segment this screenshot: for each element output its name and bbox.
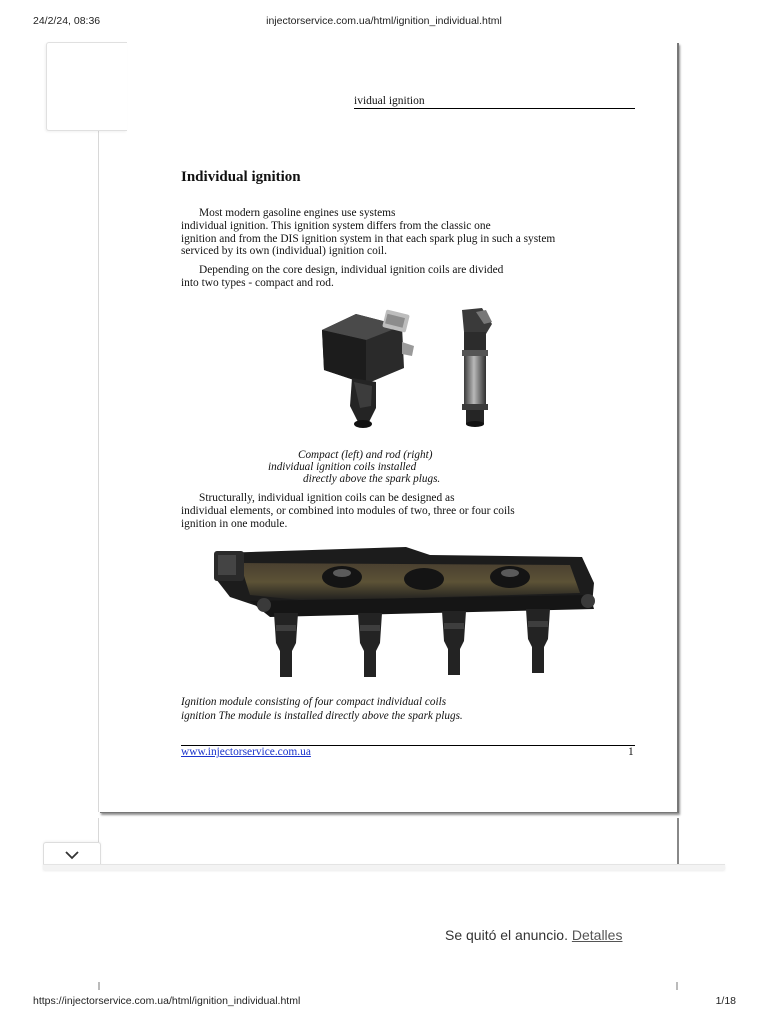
coil-boot (442, 611, 466, 675)
footer-site-link[interactable]: www.injectorservice.com.ua (181, 746, 311, 758)
paragraph-line: ignition in one module. (181, 517, 288, 530)
ad-removed-notice (445, 927, 622, 943)
paragraph-line: ignition and from the DIS ignition system in that each spark plug in such a system (181, 232, 556, 245)
coil-boot (358, 613, 382, 677)
document-page-next (98, 818, 677, 864)
running-head: ividual ignition (354, 94, 635, 109)
ignition-coils-photo (316, 306, 498, 430)
document-page-number: 1 (628, 746, 634, 758)
caption-line: Ignition module consisting of four compact individual coils (181, 696, 447, 708)
figure2-caption (181, 696, 463, 722)
paragraph-line: individual ignition. This ignition system differs from the classic one (181, 219, 491, 232)
ad-details-link[interactable]: Detalles (571, 927, 623, 943)
caption-line: ignition The module is installed directly above the spark plugs. (181, 709, 463, 722)
ad-removed-text: Se quitó el anuncio. (445, 927, 568, 943)
scroll-tick (98, 982, 100, 990)
chevron-down-icon (65, 851, 79, 860)
compact-coil (322, 309, 414, 428)
scroll-tick (676, 982, 678, 990)
figure1-caption (268, 461, 416, 474)
module-body (214, 547, 595, 617)
print-header (0, 15, 768, 31)
document-title: Individual ignition (181, 169, 301, 185)
ignition-module-photo (210, 543, 602, 683)
figure1-caption (298, 449, 432, 462)
print-datetime: 24/2/24, 08:36 (33, 15, 101, 27)
caption-line: individual ignition coils installed (268, 461, 417, 473)
print-page-title: injectorservice.com.ua/html/ignition_individual.html (266, 15, 502, 27)
paragraph-intro (181, 207, 555, 258)
paragraph-structure (181, 492, 515, 530)
paragraph-types (181, 264, 503, 290)
paragraph-line: serviced by its own (individual) ignition coil. (181, 245, 387, 258)
caption-line: Compact (left) and rod (right) (298, 449, 433, 461)
paragraph-line: Structurally, individual ignition coils can be designed as (199, 492, 455, 504)
rod-coil (462, 308, 492, 427)
print-footer (0, 995, 768, 1011)
figure1-caption (303, 473, 440, 486)
coil-boot (526, 609, 550, 673)
paragraph-line: into two types - compact and rod. (181, 276, 334, 289)
paragraph-line: individual elements, or combined into modules of two, three or four coils (181, 504, 515, 517)
coil-boot (274, 613, 298, 677)
print-page-counter: 1/18 (715, 995, 736, 1007)
print-footer-url: https://injectorservice.com.ua/html/ignition_individual.html (33, 995, 301, 1007)
paragraph-line: Most modern gasoline engines use systems (199, 207, 396, 219)
paragraph-line: Depending on the core design, individual ignition coils are divided (199, 264, 504, 276)
caption-line: directly above the spark plugs. (303, 473, 441, 485)
viewer-shelf (43, 864, 725, 870)
blank-overlay-card (46, 42, 127, 131)
